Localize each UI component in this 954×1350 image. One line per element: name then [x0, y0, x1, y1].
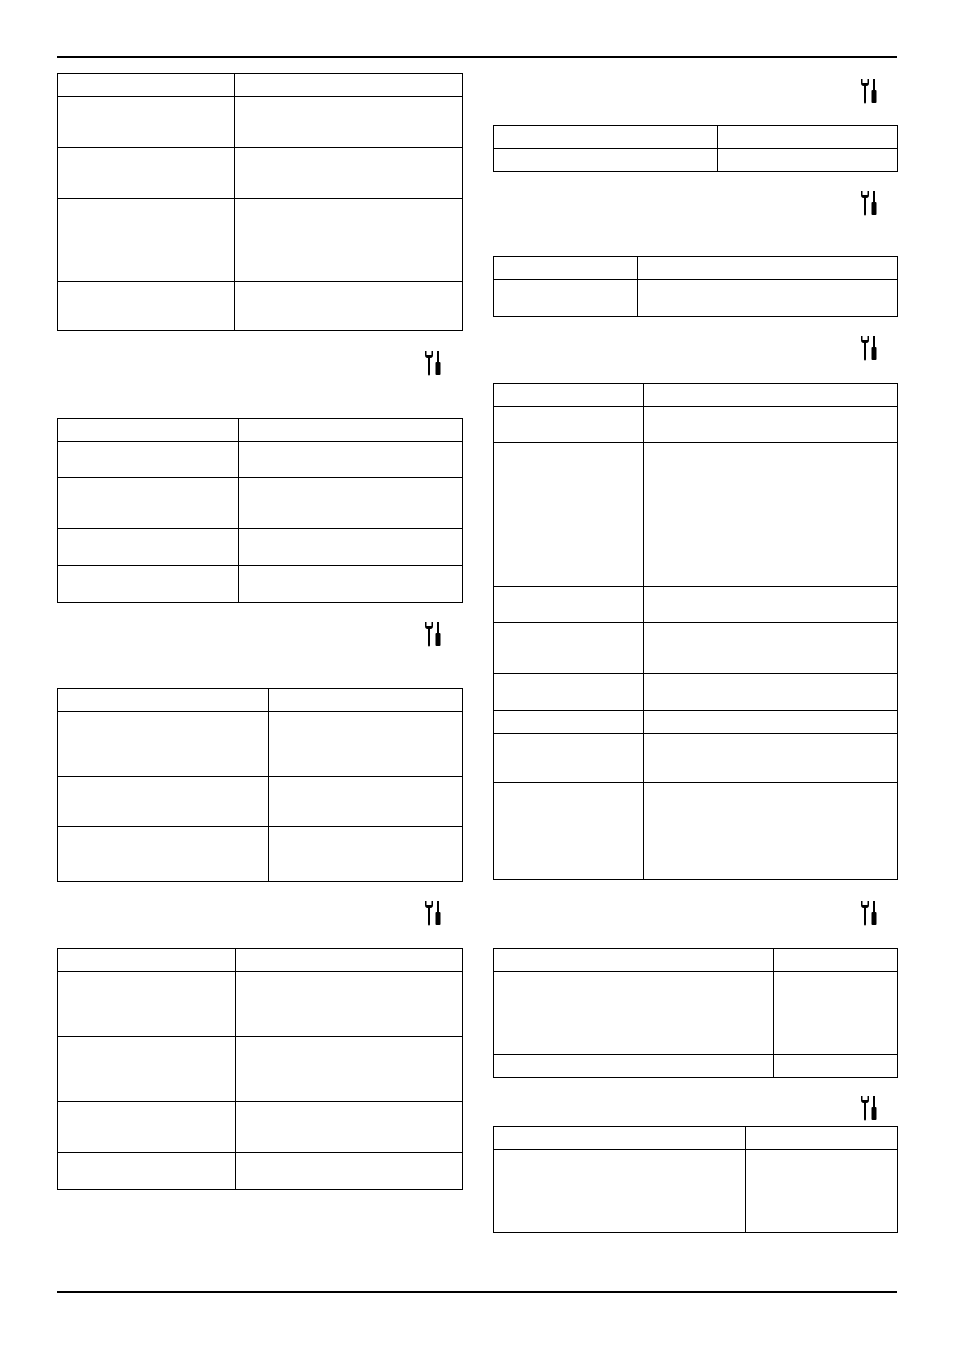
table-cell	[746, 1127, 898, 1150]
wrench-screwdriver-icon	[860, 335, 878, 361]
table-cell	[494, 1150, 746, 1233]
table-cell	[58, 777, 269, 827]
table-cell	[494, 280, 638, 317]
table-cell	[644, 587, 898, 623]
table-cell	[235, 148, 463, 199]
table-cell	[236, 972, 463, 1037]
table-cell	[58, 827, 269, 882]
table-row	[58, 282, 463, 331]
table-row	[494, 443, 898, 587]
table-cell	[58, 97, 235, 148]
table-row	[494, 257, 898, 280]
table-cell	[58, 689, 269, 712]
table-cell	[236, 1153, 463, 1190]
table-cell	[58, 442, 239, 478]
table-cell	[774, 1055, 898, 1078]
table-row	[494, 674, 898, 711]
table-row	[494, 280, 898, 317]
table-row	[58, 566, 463, 603]
table-cell	[494, 149, 718, 172]
table-cell	[235, 74, 463, 97]
table-row	[494, 1150, 898, 1233]
table-row	[58, 1102, 463, 1153]
table-cell	[239, 442, 463, 478]
table-cell	[494, 1055, 774, 1078]
wrench-screwdriver-icon	[860, 190, 878, 216]
table-row	[58, 972, 463, 1037]
wrench-screwdriver-icon	[424, 900, 442, 926]
table-cell	[58, 566, 239, 603]
table-row	[494, 972, 898, 1055]
table-row	[58, 777, 463, 827]
table-cell	[494, 407, 644, 443]
table-cell	[494, 734, 644, 783]
table-left-1	[57, 73, 463, 331]
wrench-screwdriver-icon	[860, 900, 878, 926]
table-cell	[644, 711, 898, 734]
table-cell	[58, 972, 236, 1037]
table-cell	[718, 126, 898, 149]
table-cell	[644, 384, 898, 407]
table-cell	[718, 149, 898, 172]
table-cell	[239, 419, 463, 442]
table-cell	[236, 1102, 463, 1153]
table-cell	[494, 783, 644, 880]
table-row	[58, 419, 463, 442]
table-cell	[638, 257, 898, 280]
table-cell	[239, 566, 463, 603]
table-right-4	[493, 948, 898, 1078]
table-row	[494, 949, 898, 972]
table-row	[494, 1055, 898, 1078]
table-cell	[236, 1037, 463, 1102]
table-cell	[644, 783, 898, 880]
table-row	[58, 199, 463, 282]
table-cell	[58, 949, 236, 972]
table-cell	[58, 529, 239, 566]
table-cell	[494, 711, 644, 734]
table-row	[494, 149, 898, 172]
table-row	[58, 1153, 463, 1190]
table-cell	[494, 443, 644, 587]
table-cell	[644, 407, 898, 443]
table-cell	[58, 1037, 236, 1102]
table-right-5	[493, 1126, 898, 1233]
table-row	[58, 529, 463, 566]
table-left-3	[57, 688, 463, 882]
table-cell	[494, 949, 774, 972]
table-cell	[494, 674, 644, 711]
table-right-3	[493, 383, 898, 880]
wrench-screwdriver-icon	[860, 1095, 878, 1121]
table-row	[58, 478, 463, 529]
table-cell	[774, 949, 898, 972]
table-row	[494, 587, 898, 623]
wrench-screwdriver-icon	[424, 621, 442, 647]
header-rule	[57, 56, 897, 58]
table-cell	[644, 734, 898, 783]
table-row	[58, 949, 463, 972]
table-cell	[58, 712, 269, 777]
table-cell	[239, 478, 463, 529]
table-row	[494, 711, 898, 734]
table-cell	[58, 282, 235, 331]
table-row	[58, 827, 463, 882]
table-cell	[58, 478, 239, 529]
table-row	[494, 734, 898, 783]
table-cell	[235, 282, 463, 331]
table-row	[494, 126, 898, 149]
table-cell	[644, 674, 898, 711]
table-cell	[269, 777, 463, 827]
table-cell	[746, 1150, 898, 1233]
wrench-screwdriver-icon	[424, 350, 442, 376]
wrench-screwdriver-icon	[860, 78, 878, 104]
table-row	[494, 1127, 898, 1150]
table-row	[494, 407, 898, 443]
table-row	[58, 97, 463, 148]
table-cell	[235, 199, 463, 282]
table-cell	[58, 419, 239, 442]
table-cell	[58, 74, 235, 97]
table-cell	[58, 148, 235, 199]
footer-rule	[57, 1291, 897, 1293]
table-cell	[494, 623, 644, 674]
table-row	[58, 712, 463, 777]
table-cell	[494, 384, 644, 407]
table-left-2	[57, 418, 463, 603]
table-row	[58, 74, 463, 97]
table-row	[494, 623, 898, 674]
table-cell	[239, 529, 463, 566]
table-cell	[58, 199, 235, 282]
table-row	[494, 783, 898, 880]
table-cell	[644, 443, 898, 587]
table-cell	[269, 827, 463, 882]
table-cell	[269, 712, 463, 777]
table-cell	[638, 280, 898, 317]
table-row	[58, 1037, 463, 1102]
table-cell	[494, 972, 774, 1055]
table-cell	[494, 587, 644, 623]
table-row	[58, 148, 463, 199]
table-row	[58, 442, 463, 478]
table-cell	[235, 97, 463, 148]
table-cell	[269, 689, 463, 712]
table-right-1	[493, 125, 898, 172]
table-cell	[644, 623, 898, 674]
table-cell	[774, 972, 898, 1055]
table-cell	[494, 126, 718, 149]
table-right-2	[493, 256, 898, 317]
table-cell	[236, 949, 463, 972]
table-row	[58, 689, 463, 712]
table-row	[494, 384, 898, 407]
table-cell	[494, 257, 638, 280]
table-cell	[58, 1153, 236, 1190]
table-cell	[58, 1102, 236, 1153]
table-cell	[494, 1127, 746, 1150]
table-left-4	[57, 948, 463, 1190]
